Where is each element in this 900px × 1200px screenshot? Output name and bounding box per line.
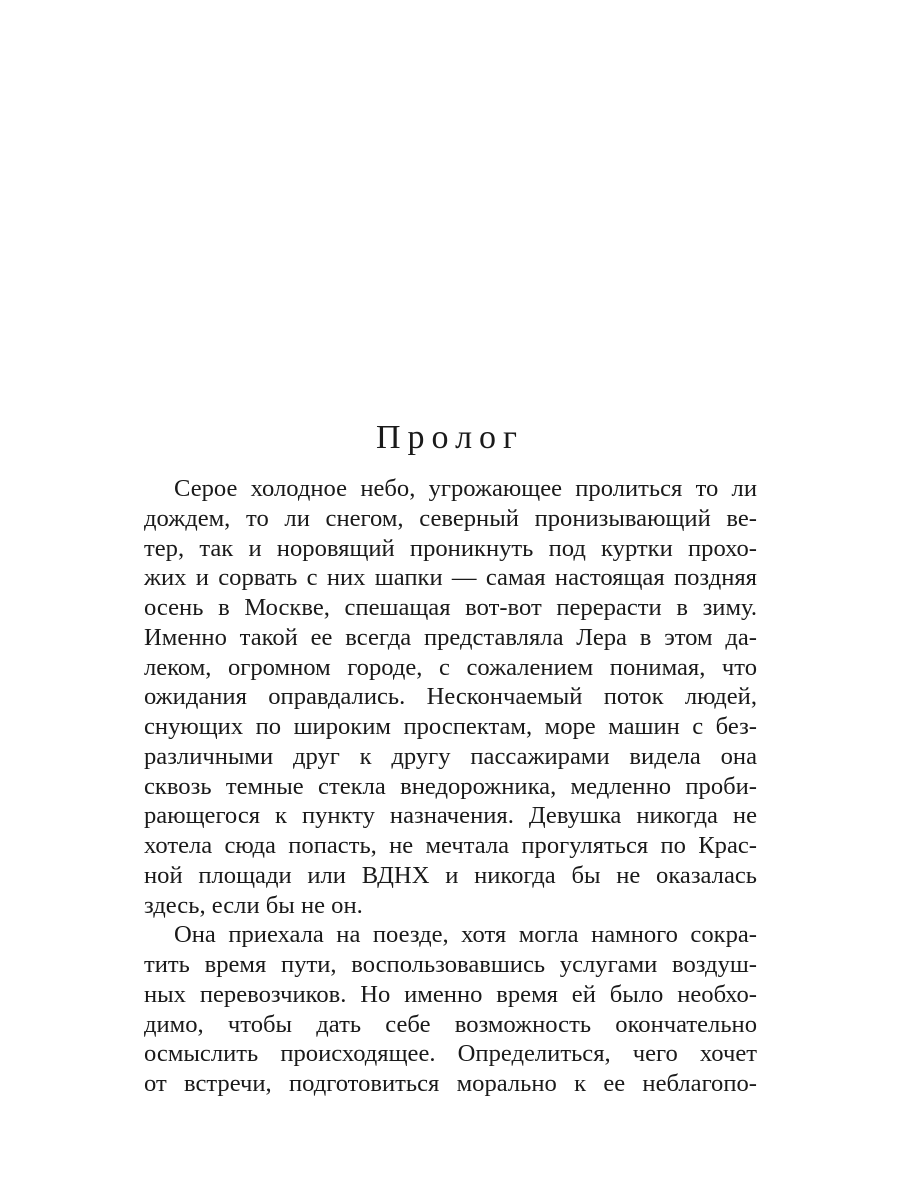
text-line: здесь, если бы не он. bbox=[144, 891, 363, 919]
text-line: осмыслить происходящее. Определиться, чего хочет bbox=[144, 1040, 757, 1068]
text-line: осень в Москве, спешащая вот-вот перерасти в зиму. bbox=[144, 594, 757, 621]
text-line: леком, огромном городе, с сожалением понимая, что bbox=[144, 653, 757, 681]
text-line: Именно такой ее всегда представляла Лера в этом да- bbox=[144, 623, 757, 651]
chapter-title: Пролог bbox=[375, 419, 525, 456]
text-line: ожидания оправдались. Нескончаемый поток людей, bbox=[144, 683, 757, 711]
text-line: жих и сорвать с них шапки — самая настоящая поздняя bbox=[144, 564, 757, 592]
text-line: тить время пути, воспользовавшись услугами воздуш- bbox=[144, 951, 757, 978]
text-line: различными друг к другу пассажирами видела она bbox=[144, 742, 757, 770]
text-line: дождем, то ли снегом, северный пронизывающий ве- bbox=[144, 504, 757, 532]
text-line: сквозь темные стекла внедорожника, медленно проби- bbox=[144, 772, 757, 800]
paragraph-2 bbox=[144, 920, 757, 1099]
text-line: Она приехала на поезде, хотя могла намного сокра- bbox=[174, 921, 757, 949]
text-line: снующих по широким проспектам, море машин с без- bbox=[144, 713, 757, 740]
text-line: рающегося к пункту назначения. Девушка никогда не bbox=[144, 802, 757, 830]
text-line: Серое холодное небо, угрожающее пролиться то ли bbox=[174, 475, 757, 502]
body-text bbox=[144, 474, 757, 1099]
text-line: димо, чтобы дать себе возможность окончательно bbox=[144, 1010, 757, 1038]
text-line: от встречи, подготовиться морально к ее неблагопо- bbox=[144, 1070, 757, 1097]
text-line: хотела сюда попасть, не мечтала прогуляться по Крас- bbox=[144, 832, 757, 859]
text-line: тер, так и норовящий проникнуть под куртки прохо- bbox=[144, 534, 757, 562]
paragraph-1 bbox=[144, 474, 757, 920]
text-line: ной площади или ВДНХ и никогда бы не оказалась bbox=[144, 861, 757, 889]
text-line: ных перевозчиков. Но именно время ей было необхо- bbox=[144, 980, 757, 1008]
